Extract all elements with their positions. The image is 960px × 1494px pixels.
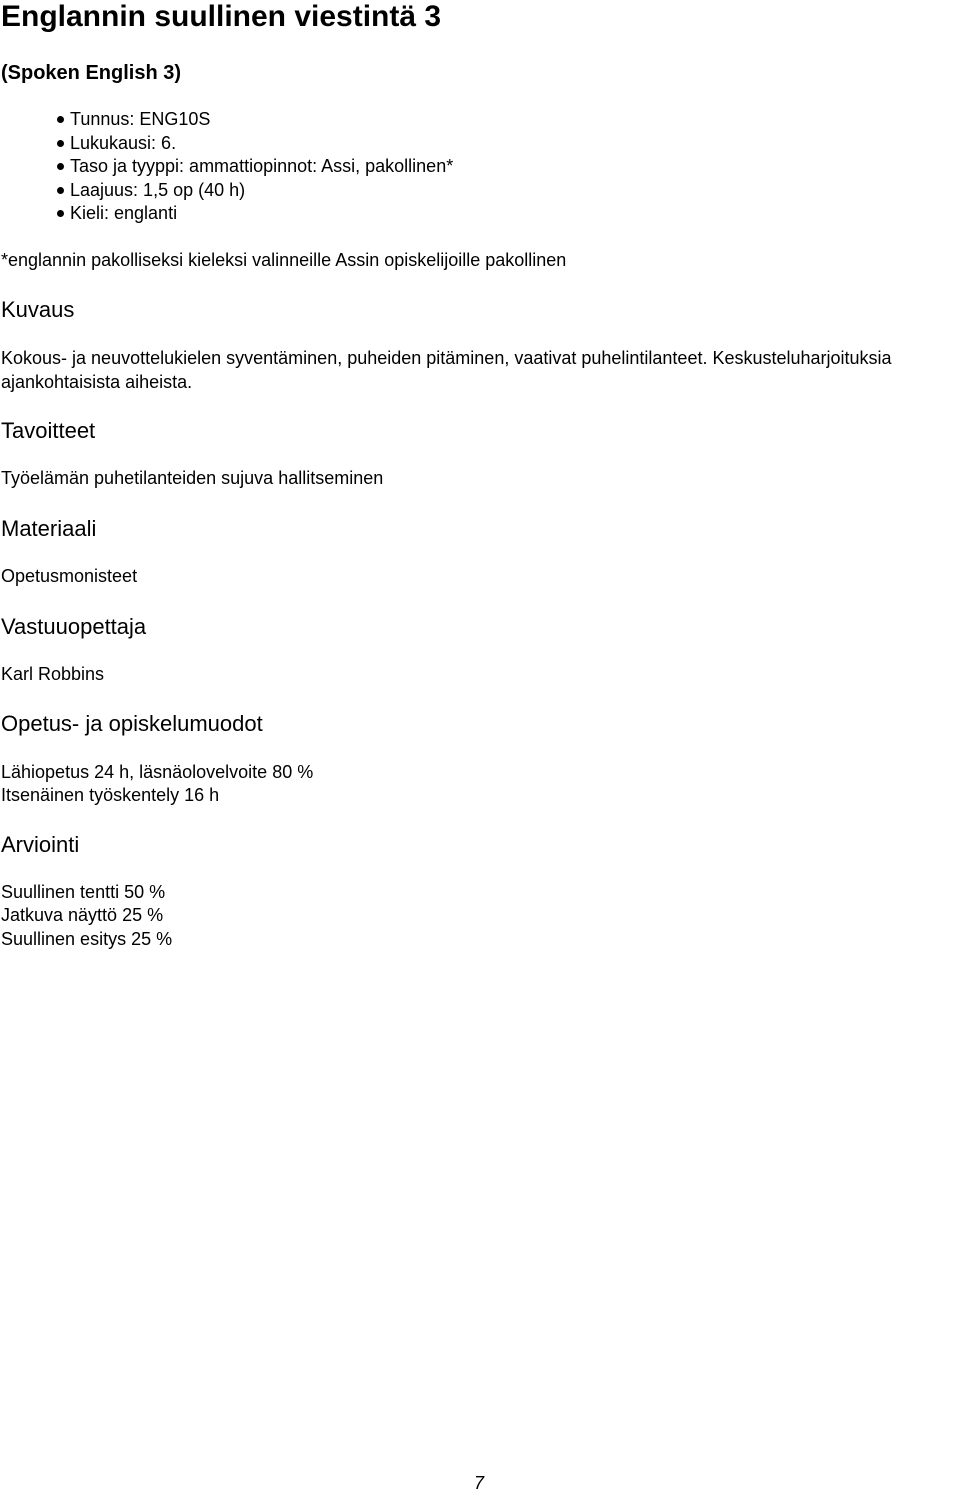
meta-item-kieli: Kieli: englanti [55, 202, 453, 226]
section-heading-arviointi: Arviointi [1, 832, 80, 857]
page-number: 7 [474, 1473, 485, 1493]
section-heading-opetusmuodot: Opetus- ja opiskelumuodot [1, 711, 263, 736]
section-line-opetusmuodot-2: Itsenäinen työskentely 16 h [1, 785, 220, 805]
footnote-text: *englannin pakolliseksi kieleksi valinneille Assin opiskelijoille pakollinen [1, 250, 567, 270]
section-line-arviointi-2: Jatkuva näyttö 25 % [1, 905, 164, 925]
section-body-materiaali: Opetusmonisteet [1, 566, 138, 586]
section-line-opetusmuodot-1: Lähiopetus 24 h, läsnäolovelvoite 80 % [1, 762, 314, 782]
section-heading-tavoitteet: Tavoitteet [1, 418, 96, 443]
meta-item-laajuus: Laajuus: 1,5 op (40 h) [55, 179, 453, 203]
section-body-tavoitteet: Työelämän puhetilanteiden sujuva hallitseminen [1, 468, 384, 488]
section-heading-materiaali: Materiaali [1, 516, 97, 541]
course-subtitle: (Spoken English 3) [1, 62, 182, 84]
meta-item-taso: Taso ja tyyppi: ammattiopinnot: Assi, pakollinen* [55, 155, 453, 179]
section-line-arviointi-3: Suullinen esitys 25 % [1, 929, 173, 949]
course-meta-list [55, 108, 453, 226]
section-line-arviointi-1: Suullinen tentti 50 % [1, 882, 166, 902]
meta-item-lukukausi: Lukukausi: 6. [55, 132, 453, 156]
meta-item-tunnus: Tunnus: ENG10S [55, 108, 453, 132]
course-title: Englannin suullinen viestintä 3 [1, 0, 442, 33]
section-heading-kuvaus: Kuvaus [1, 297, 75, 322]
section-heading-vastuuopettaja: Vastuuopettaja [1, 614, 147, 639]
section-body-vastuuopettaja: Karl Robbins [1, 664, 105, 684]
section-body-kuvaus: Kokous- ja neuvottelukielen syventäminen, puheiden pitäminen, vaativat puhelintilanteet. Keskusteluharjoituksia ajankohtaisista aiheista. [1, 348, 892, 392]
